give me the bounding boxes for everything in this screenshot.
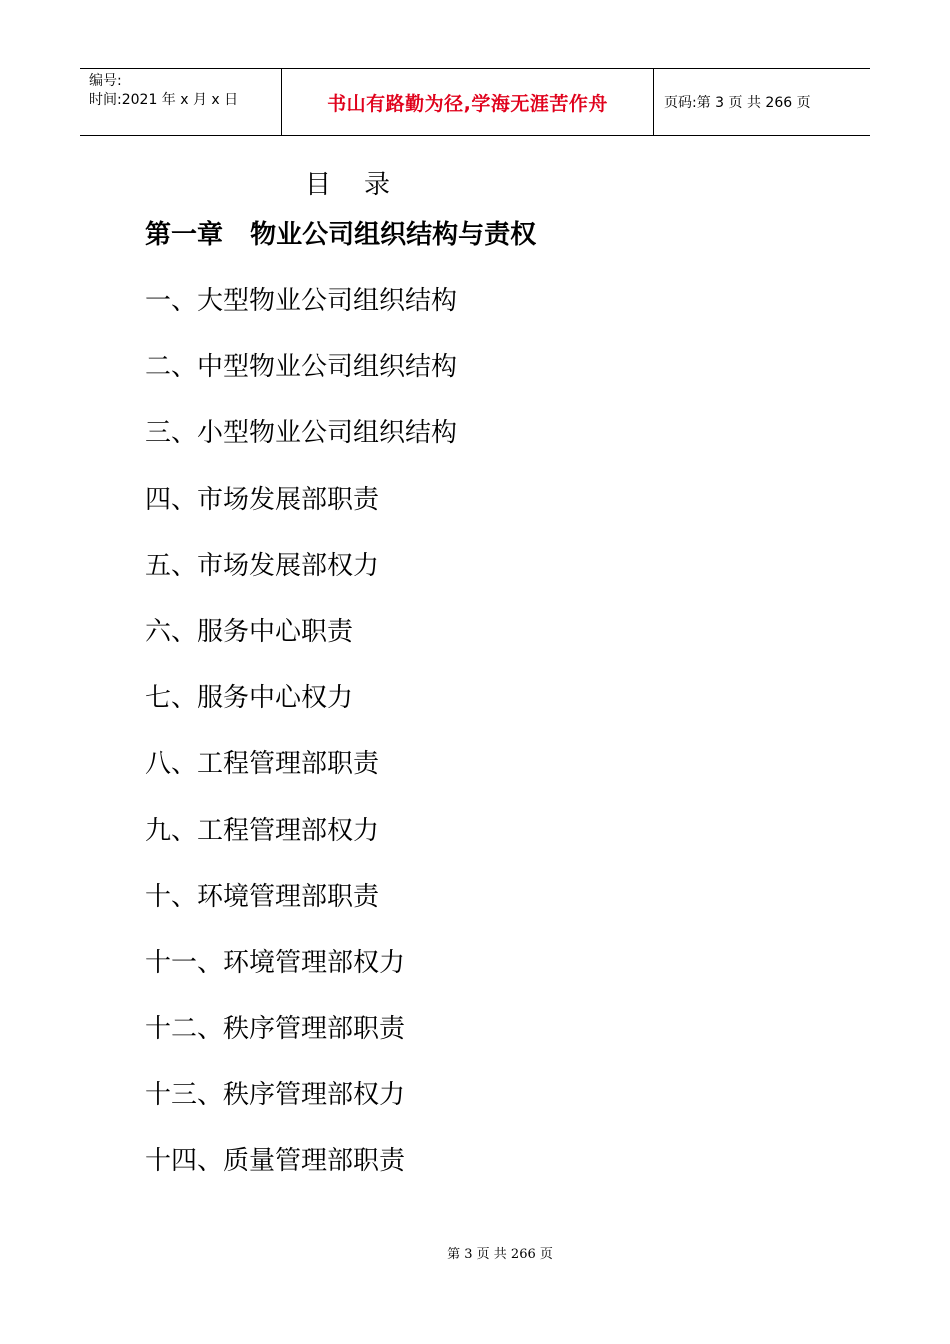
- toc-title: 目 录: [305, 170, 391, 200]
- header-motto: 书山有路勤为径,学海无涯苦作舟: [282, 69, 654, 135]
- toc-item: 十一、环境管理部权力: [145, 947, 406, 978]
- page-footer: 第 3 页 共 266 页: [447, 1247, 553, 1262]
- toc-item: 三、小型物业公司组织结构: [145, 418, 458, 449]
- toc-item: 四、市场发展部职责: [145, 484, 380, 515]
- toc-list: [145, 281, 457, 1208]
- page-header: [80, 68, 870, 136]
- header-meta: [80, 69, 282, 135]
- toc-item: 十二、秩序管理部职责: [145, 1014, 406, 1045]
- toc-item: 十、环境管理部职责: [145, 881, 380, 912]
- toc-item: 六、服务中心职责: [145, 616, 354, 647]
- toc-item: 五、市场发展部权力: [145, 550, 380, 581]
- toc-item: 一、大型物业公司组织结构: [145, 286, 458, 316]
- toc-item: 十三、秩序管理部权力: [145, 1080, 406, 1111]
- toc-item: 九、工程管理部权力: [145, 815, 380, 846]
- header-page-info: 页码:第 3 页 共 266 页: [664, 95, 811, 111]
- number-label: 编号:: [89, 73, 122, 89]
- date-label: 时间:2021 年 x 月 x 日: [89, 92, 239, 108]
- toc-item: 七、服务中心权力: [145, 683, 354, 714]
- chapter-title: 第一章 物业公司组织结构与责权: [145, 220, 537, 250]
- toc-item: 十四、质量管理部职责: [145, 1146, 406, 1177]
- toc-item: 八、工程管理部职责: [145, 749, 380, 780]
- toc-item: 二、中型物业公司组织结构: [145, 352, 458, 383]
